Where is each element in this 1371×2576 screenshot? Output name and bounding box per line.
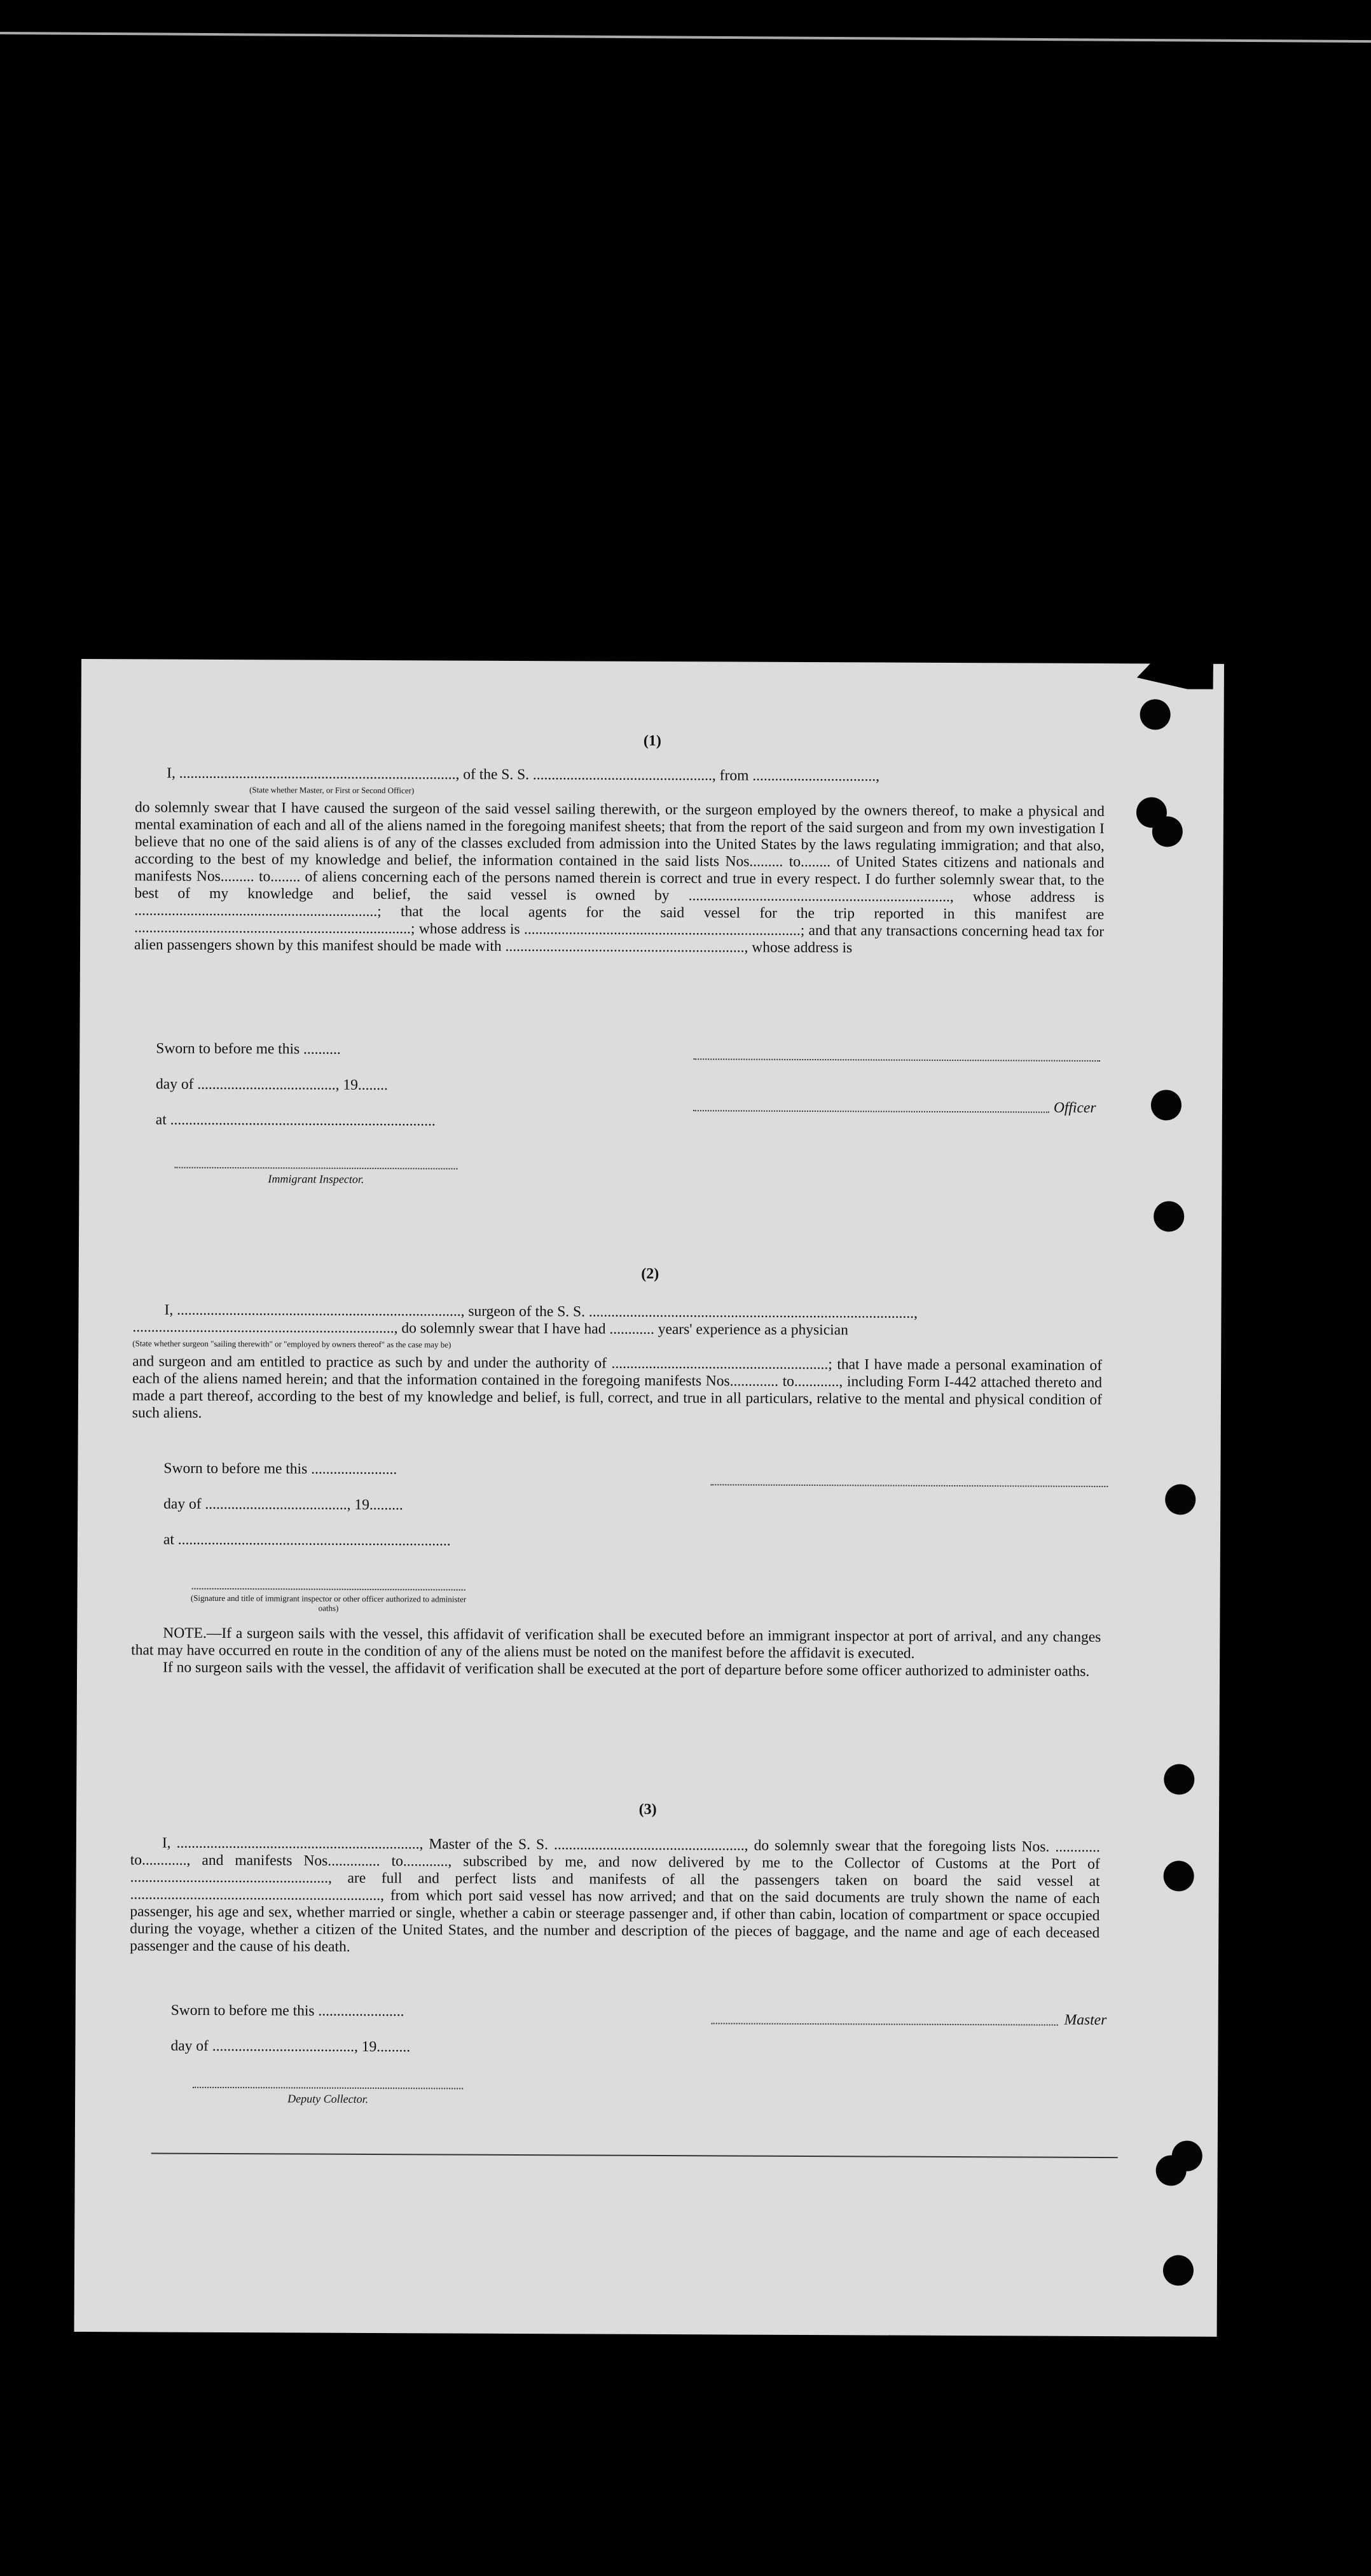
section-2-oath-signature-line bbox=[192, 1588, 465, 1591]
section-3-affidavit bbox=[130, 1834, 1100, 1959]
inspector-signature-line bbox=[175, 1167, 458, 1170]
section-2-signature-label: (Signature and title of immigrant inspector or other officer authorized to administer oaths) bbox=[190, 1593, 467, 1613]
punch-hole bbox=[1164, 1860, 1194, 1891]
bottom-rule bbox=[151, 2153, 1118, 2159]
torn-corner bbox=[1086, 651, 1213, 689]
surgeon-signature-line bbox=[710, 1484, 1108, 1487]
punch-hole bbox=[1164, 1764, 1194, 1794]
manifest-page bbox=[74, 659, 1224, 2337]
section-3-day: day of ......................................, 19......... bbox=[170, 2037, 411, 2056]
section-3-body: I, ................................................................., Master of the S. S. ..................................................., do solemnly swear that the foregoing lists Nos. ............ to............, and manifests Nos.............. to............, subscribed by me, and now delivered by me to the Collector of Customs at the Port of ....................................................., are full and perfect lists and manifests of all the passengers taken on board the said vessel at ..................................................................., from which port said vessel has now arrived; and that on the said documents are truly shown the name of each passenger, his age and sex, whether married or single, whether a cabin or steerage passenger and, if other than cabin, location of compartment or space occupied during the voyage, whether a citizen of the United States, and the number and description of the pieces of baggage, and the name and age of each deceased passenger and the cause of his death. bbox=[130, 1834, 1100, 1955]
section-1-body: do solemnly swear that I have caused the surgeon of the said vessel sailing therewith, or the surgeon employed by the owners thereof, to make a physical and mental examination of each and all of the aliens named in the foregoing manifest sheets; that from the report of the said surgeon and from my own investigation I believe that no one of the said aliens is of any of the classes excluded from admission into the United States by the laws regulating immigration; and that also, according to the best of my knowledge and belief, the information contained in the said lists Nos......... to........ of United States citizens and nationals and manifests Nos......... to........ of aliens concerning each of the persons named therein is correct and true in every respect. I do further solemnly swear that, to the best of my knowledge and belief, the said vessel is owned by ......................................................................, whose address is .................................................................; that the local agents for the said vessel for the trip reported in this manifest are ..........................................................................; whose address is ..........................................................................; and that any transactions concerning head tax for alien passengers shown by this manifest should be made with ................................................................, whose address is bbox=[134, 799, 1105, 957]
section-2-number: (2) bbox=[641, 1265, 659, 1282]
officer-signature-line bbox=[693, 1110, 1049, 1112]
note-2: If no surgeon sails with the vessel, the affidavit of verification shall be executed at the port of departure before some officer authorized to administer oaths. bbox=[163, 1659, 1090, 1680]
section-2-day: day of ......................................, 19......... bbox=[163, 1495, 403, 1514]
section-1-line1: I, .........................................................................., of the S. S. ................................................, from ................................., bbox=[167, 765, 880, 785]
punch-hole bbox=[1163, 2255, 1194, 2285]
collector-label: Deputy Collector. bbox=[287, 2092, 369, 2105]
section-1-at: at ....................................................................... bbox=[155, 1111, 436, 1130]
inspector-label: Immigrant Inspector. bbox=[268, 1172, 364, 1186]
punch-hole bbox=[1151, 1090, 1182, 1120]
note-1: NOTE.—If a surgeon sails with the vessel, this affidavit of verification shall be executed before an immigrant inspector at port of arrival, and any changes that may have occurred en route in the condition of any of the aliens must be noted on the manifest before the affidavit is executed. bbox=[131, 1624, 1101, 1662]
section-1-signature-line-top bbox=[693, 1058, 1100, 1062]
section-2-body: and surgeon and am entitled to practice as such by and under the authority of ..........................................................; that I have made a personal examination of each of the aliens named herein; and that the information contained in the foregoing manifests Nos............. to............, including Form I-442 attached thereto and made a part thereof, according to the best of my knowledge and belief, is full, correct, and true in all particulars, relative to the mental and physical condition of such aliens. bbox=[132, 1353, 1103, 1422]
section-1-day: day of ....................................., 19........ bbox=[156, 1076, 389, 1094]
section-1-sub-note: (State whether Master, or First or Second Officer) bbox=[249, 785, 415, 796]
punch-hole bbox=[1152, 816, 1183, 847]
collector-signature-line bbox=[193, 2087, 463, 2089]
section-3-sworn-block bbox=[170, 2002, 410, 2074]
master-label: Master bbox=[1064, 2011, 1107, 2029]
top-edge-line bbox=[0, 32, 1371, 43]
section-3-sworn: Sworn to before me this ....................... bbox=[170, 2002, 404, 2020]
section-2-notes bbox=[131, 1624, 1101, 1680]
section-2-line1: I, ............................................................................, surgeon of the S. S. ......................................................................................., bbox=[164, 1301, 918, 1322]
punch-hole bbox=[1154, 1201, 1184, 1231]
section-1-sworn-block bbox=[156, 1040, 436, 1148]
officer-label: Officer bbox=[1053, 1099, 1096, 1116]
punch-hole bbox=[1156, 2155, 1187, 2185]
section-1-sworn: Sworn to before me this .......... bbox=[156, 1040, 341, 1058]
section-2-sworn: Sworn to before me this ....................... bbox=[163, 1460, 397, 1478]
section-3-number: (3) bbox=[638, 1801, 657, 1818]
section-1-affidavit bbox=[134, 765, 1105, 958]
master-signature-line bbox=[712, 2023, 1058, 2025]
section-2-at: at ......................................................................... bbox=[163, 1531, 451, 1549]
section-2-affidavit bbox=[132, 1301, 1103, 1426]
section-2-sworn-block bbox=[163, 1460, 451, 1568]
section-1-number: (1) bbox=[643, 732, 661, 749]
section-2-line2: ......................................................................, do solemnly swear that I have had ............ years' experience as a physician bbox=[132, 1319, 848, 1339]
section-2-sub-note: (State whether surgeon "sailing therewith" or "employed by owners thereof" as the case may be) bbox=[132, 1338, 451, 1350]
punch-hole bbox=[1140, 699, 1171, 730]
punch-hole bbox=[1165, 1484, 1195, 1514]
